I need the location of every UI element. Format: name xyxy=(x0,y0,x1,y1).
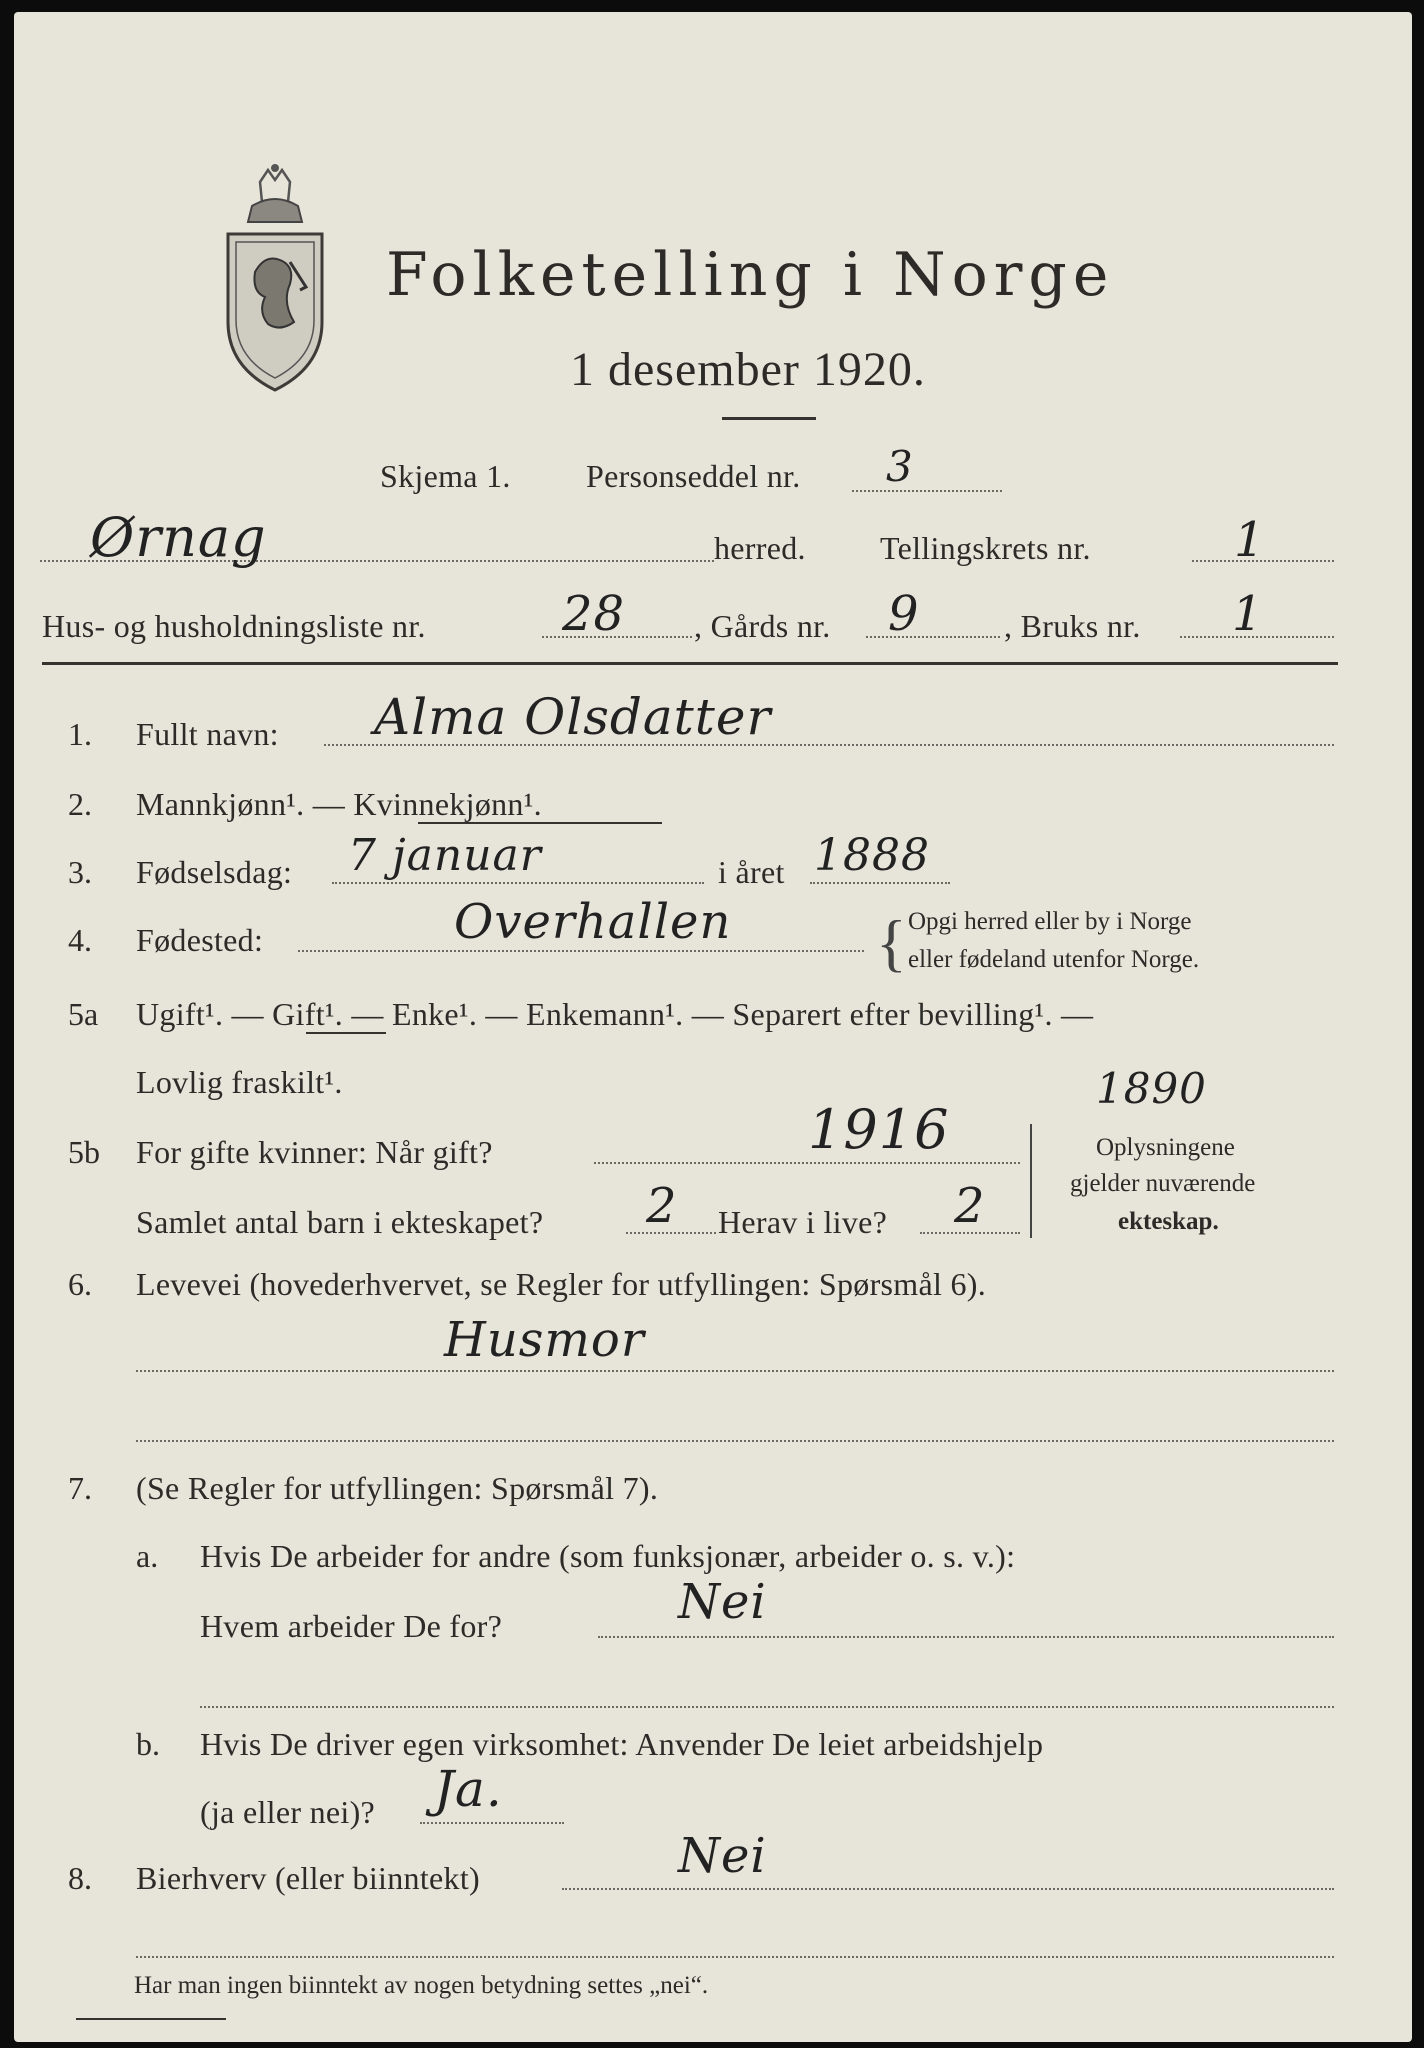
page-title: Folketelling i Norge xyxy=(386,240,1115,310)
header-rule xyxy=(42,662,1338,665)
q7b-field-line xyxy=(420,1822,564,1824)
q2-selection-underline xyxy=(418,822,662,824)
q3-year-field-line xyxy=(810,882,950,884)
q4-field-line xyxy=(298,950,864,952)
skjema-label: Skjema 1. xyxy=(380,458,511,494)
q4-note-brace: { xyxy=(876,907,907,978)
q6-field-line-1 xyxy=(136,1370,1334,1372)
q7a-line-2: Hvem arbeider De for? xyxy=(200,1608,503,1644)
q8-number: 8. xyxy=(68,1860,92,1896)
q7b-line-2: (ja eller nei)? xyxy=(200,1794,376,1830)
q5b-alive-label: Herav i live? xyxy=(718,1204,888,1240)
bruks-label: , Bruks nr. xyxy=(1004,608,1141,644)
q4-label: Fødested: xyxy=(136,922,264,958)
hus-label: Hus- og husholdningsliste nr. xyxy=(42,608,426,644)
q8-value: Nei xyxy=(678,1828,767,1884)
personseddel-value: 3 xyxy=(886,442,914,491)
q5b-alive-value: 2 xyxy=(954,1178,986,1234)
q5b-note-bracket xyxy=(1030,1124,1032,1238)
herred-value: Ørnag xyxy=(90,506,267,569)
gards-field-line xyxy=(866,636,1000,638)
q7-number: 7. xyxy=(68,1470,92,1506)
q3-number: 3. xyxy=(68,854,92,890)
tellingskrets-label: Tellingskrets nr. xyxy=(880,530,1091,566)
q8-field-line-2 xyxy=(136,1956,1334,1958)
q3-field-line xyxy=(332,882,704,884)
q7a-value: Nei xyxy=(678,1574,767,1630)
q5b-married-value: 1916 xyxy=(808,1098,950,1161)
q7a-field-line-2 xyxy=(200,1706,1334,1708)
q7b-value: Ja. xyxy=(434,1760,503,1818)
q5a-number: 5a xyxy=(68,996,99,1032)
q4-note-line-1: Opgi herred eller by i Norge xyxy=(908,908,1192,935)
q5b-note-line-3: ekteskap. xyxy=(1118,1208,1219,1235)
q7b-line-1: Hvis De driver egen virksomhet: Anvender De leiet arbeidshjelp xyxy=(200,1726,1044,1762)
q5b-number: 5b xyxy=(68,1134,100,1170)
q2-label: Mannkjønn¹. — Kvinnekjønn¹. xyxy=(136,786,542,822)
gards-value: 9 xyxy=(888,586,920,642)
census-date: 1 desember 1920. xyxy=(570,343,926,396)
q5b-children-value: 2 xyxy=(646,1178,678,1234)
tellingskrets-value: 1 xyxy=(1234,512,1266,568)
q4-number: 4. xyxy=(68,922,92,958)
footnote-rule xyxy=(76,2018,226,2020)
q7a-line-1: Hvis De arbeider for andre (som funksjonær, arbeider o. s. v.): xyxy=(200,1538,1016,1574)
personseddel-label: Personseddel nr. xyxy=(586,458,801,494)
q5a-line-1: Ugift¹. — Gift¹. — Enke¹. — Enkemann¹. — Separert efter bevilling¹. — xyxy=(136,996,1094,1032)
q8-label: Bierhverv (eller biinntekt) xyxy=(136,1860,480,1896)
q6-occupation-value: Husmor xyxy=(444,1312,645,1368)
q1-number: 1. xyxy=(68,716,92,752)
bruks-value: 1 xyxy=(1232,586,1264,642)
q3-year-label: i året xyxy=(718,854,785,890)
census-form-sheet xyxy=(14,12,1412,2042)
q6-number: 6. xyxy=(68,1266,92,1302)
q3-label: Fødselsdag: xyxy=(136,854,293,890)
q5b-label: For gifte kvinner: Når gift? xyxy=(136,1134,493,1170)
personseddel-field-line xyxy=(852,490,1002,492)
gards-label: , Gårds nr. xyxy=(694,608,831,644)
q8-field-line xyxy=(562,1888,1334,1890)
herred-label: herred. xyxy=(714,530,806,566)
title-divider xyxy=(722,417,816,420)
hus-value: 28 xyxy=(562,586,626,642)
q7-label: (Se Regler for utfyllingen: Spørsmål 7). xyxy=(136,1470,659,1506)
q7a-letter: a. xyxy=(136,1538,159,1574)
q3-birthday-value: 7 januar xyxy=(348,830,542,881)
q5a-margin-note: 1890 xyxy=(1096,1064,1207,1113)
q5b-note-line-2: gjelder nuværende xyxy=(1070,1170,1256,1197)
q5b-children-label: Samlet antal barn i ekteskapet? xyxy=(136,1204,544,1240)
footer-note: Har man ingen biinntekt av nogen betydning settes „nei“. xyxy=(134,1972,709,1999)
q6-field-line-2 xyxy=(136,1440,1334,1442)
q5b-field-line xyxy=(594,1162,1020,1164)
q1-full-name-value: Alma Olsdatter xyxy=(374,688,772,746)
q5b-note-line-1: Oplysningene xyxy=(1096,1134,1235,1161)
q2-number: 2. xyxy=(68,786,92,822)
q5a-line-2: Lovlig fraskilt¹. xyxy=(136,1064,343,1100)
q5a-selection-underline xyxy=(306,1032,386,1034)
norwegian-coat-of-arms-icon xyxy=(210,162,340,392)
q7b-letter: b. xyxy=(136,1726,160,1762)
q4-note-line-2: eller fødeland utenfor Norge. xyxy=(908,946,1200,973)
q1-label: Fullt navn: xyxy=(136,716,279,752)
q4-birthplace-value: Overhallen xyxy=(454,894,732,950)
q6-label: Levevei (hovederhvervet, se Regler for utfyllingen: Spørsmål 6). xyxy=(136,1266,987,1302)
q3-year-value: 1888 xyxy=(814,830,930,881)
q7a-field-line xyxy=(598,1636,1334,1638)
